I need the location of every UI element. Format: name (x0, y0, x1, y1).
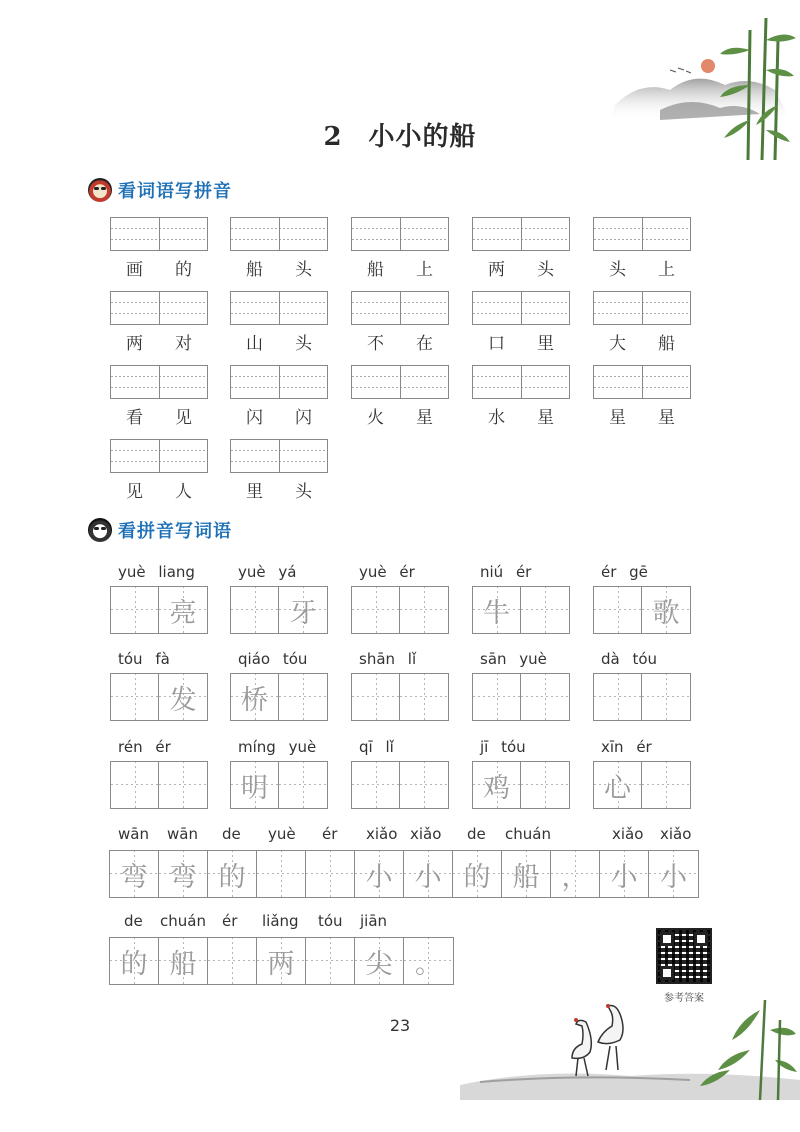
grid-cell[interactable] (231, 587, 279, 633)
pinyin-answer-box[interactable] (110, 439, 208, 473)
grid-cell[interactable] (594, 587, 642, 633)
grid-cell[interactable]: 桥 (231, 674, 279, 720)
word-char: 山 (246, 334, 263, 354)
pinyin-answer-box[interactable] (472, 291, 570, 325)
pinyin-prompt: liǎng (262, 912, 299, 930)
word-label (472, 255, 570, 280)
word-char: 对 (175, 334, 192, 354)
grid-cell[interactable] (279, 674, 327, 720)
grid-cell[interactable] (521, 674, 569, 720)
grid-cell[interactable] (352, 674, 400, 720)
word-char: 的 (175, 260, 192, 280)
grid-cell[interactable]: 小 (600, 851, 649, 897)
pinyin-prompt: chuán (160, 912, 206, 930)
pinyin-prompt: xīn ér (601, 738, 652, 756)
grid-cell[interactable]: 两 (257, 938, 306, 984)
word-char: 画 (126, 260, 143, 280)
word-label (351, 329, 449, 354)
word-char: 头 (295, 260, 312, 280)
qr-corner (694, 932, 708, 946)
grid-cell[interactable] (400, 762, 448, 808)
word-char: 里 (246, 482, 263, 502)
pinyin-answer-box[interactable] (593, 365, 691, 399)
pinyin-prompt: xiǎo (410, 825, 442, 843)
word-char: 大 (609, 334, 626, 354)
pinyin-prompt: ér (322, 825, 338, 843)
pinyin-prompt: yuè liang (118, 563, 195, 581)
grid-cell[interactable]: 歌 (642, 587, 690, 633)
word-char: 在 (416, 334, 433, 354)
word-char: 船 (367, 260, 384, 280)
character-grid[interactable] (230, 673, 328, 721)
word-char: 头 (295, 334, 312, 354)
pinyin-prompt: sān yuè (480, 650, 547, 668)
pinyin-prompt: niú ér (480, 563, 532, 581)
pinyin-answer-box[interactable] (230, 217, 328, 251)
grid-cell[interactable]: 尖 (355, 938, 404, 984)
grid-cell[interactable]: 船 (502, 851, 551, 897)
pinyin-answer-box[interactable] (110, 291, 208, 325)
word-label (110, 255, 208, 280)
grid-cell[interactable] (400, 674, 448, 720)
page-title (0, 116, 800, 153)
character-grid[interactable] (351, 761, 449, 809)
pinyin-prompt: yuè yá (238, 563, 297, 581)
pinyin-prompt: de (222, 825, 241, 843)
word-label (110, 403, 208, 428)
pinyin-answer-box[interactable] (593, 291, 691, 325)
pinyin-answer-box[interactable] (230, 291, 328, 325)
word-label (351, 255, 449, 280)
word-label (593, 403, 691, 428)
character-grid[interactable] (110, 586, 208, 634)
section-header-write-pinyin (88, 175, 232, 205)
character-grid[interactable] (472, 586, 570, 634)
pinyin-answer-box[interactable] (110, 217, 208, 251)
qr-corner (660, 932, 674, 946)
opera-mask-icon (88, 518, 112, 542)
grid-cell[interactable]: 明 (231, 762, 279, 808)
sentence-grid[interactable] (109, 937, 454, 985)
pinyin-answer-box[interactable] (351, 217, 449, 251)
pinyin-prompt: jī tóu (480, 738, 526, 756)
grid-cell[interactable] (521, 762, 569, 808)
word-label (110, 477, 208, 502)
character-grid[interactable] (472, 761, 570, 809)
grid-cell[interactable]: 的 (453, 851, 502, 897)
grid-cell[interactable]: 船 (159, 938, 208, 984)
word-label (230, 403, 328, 428)
answer-qr-code[interactable] (656, 928, 712, 984)
grid-cell[interactable] (159, 762, 207, 808)
word-char: 上 (658, 260, 675, 280)
pinyin-prompt: xiǎo (660, 825, 692, 843)
pinyin-prompt: chuán (505, 825, 551, 843)
character-grid[interactable] (230, 586, 328, 634)
pinyin-prompt: xiǎo (366, 825, 398, 843)
section-title: 看拼音写词语 (118, 521, 232, 542)
grid-cell[interactable]: 的 (208, 851, 257, 897)
grid-cell[interactable] (279, 762, 327, 808)
character-grid[interactable] (593, 586, 691, 634)
character-grid[interactable] (230, 761, 328, 809)
word-char: 星 (658, 408, 675, 428)
word-label (230, 329, 328, 354)
grid-cell[interactable] (594, 674, 642, 720)
pinyin-prompt: xiǎo (612, 825, 644, 843)
grid-cell[interactable]: ， (551, 851, 600, 897)
pinyin-answer-box[interactable] (230, 439, 328, 473)
qr-label: 参考答案 (664, 993, 704, 1004)
opera-mask-icon (88, 178, 112, 202)
character-grid[interactable] (110, 761, 208, 809)
pinyin-prompt: de (467, 825, 486, 843)
grid-cell[interactable] (642, 762, 690, 808)
grid-cell[interactable]: 牙 (279, 587, 327, 633)
character-grid[interactable] (472, 673, 570, 721)
pinyin-prompt: jiān (360, 912, 388, 930)
grid-cell[interactable] (111, 762, 159, 808)
pinyin-prompt: yuè ér (359, 563, 415, 581)
pinyin-answer-box[interactable] (351, 291, 449, 325)
word-char: 里 (537, 334, 554, 354)
grid-cell[interactable]: 小 (649, 851, 698, 897)
pinyin-prompt: ér (222, 912, 238, 930)
grid-cell[interactable]: 亮 (159, 587, 207, 633)
pinyin-answer-box[interactable] (110, 365, 208, 399)
word-label (230, 255, 328, 280)
word-label (230, 477, 328, 502)
character-grid[interactable] (593, 673, 691, 721)
word-char: 见 (175, 408, 192, 428)
grid-cell[interactable] (400, 587, 448, 633)
pinyin-prompt: yuè (268, 825, 296, 843)
character-grid[interactable] (351, 586, 449, 634)
word-char: 火 (367, 408, 384, 428)
word-char: 两 (488, 260, 505, 280)
word-char: 头 (609, 260, 626, 280)
qr-corner (660, 966, 674, 980)
cranes-decoration (460, 990, 800, 1120)
grid-cell[interactable] (521, 587, 569, 633)
pinyin-prompt: qī lǐ (359, 738, 394, 756)
grid-cell[interactable] (111, 674, 159, 720)
grid-cell[interactable]: 弯 (159, 851, 208, 897)
grid-cell[interactable]: 小 (404, 851, 453, 897)
word-char: 头 (295, 482, 312, 502)
grid-cell[interactable]: 。 (404, 938, 453, 984)
word-char: 星 (609, 408, 626, 428)
pinyin-answer-box[interactable] (351, 365, 449, 399)
character-grid[interactable] (110, 673, 208, 721)
grid-cell[interactable]: 小 (355, 851, 404, 897)
grid-cell[interactable] (352, 762, 400, 808)
grid-cell[interactable] (306, 851, 355, 897)
grid-cell[interactable] (473, 674, 521, 720)
word-char: 两 (126, 334, 143, 354)
word-char: 不 (367, 334, 384, 354)
word-char: 上 (416, 260, 433, 280)
pinyin-prompt: wān (167, 825, 198, 843)
grid-cell[interactable] (257, 851, 306, 897)
word-char: 见 (126, 482, 143, 502)
word-char: 人 (175, 482, 192, 502)
pinyin-prompt: ér gē (601, 563, 648, 581)
word-label (351, 403, 449, 428)
pinyin-prompt: de (124, 912, 143, 930)
word-char: 船 (658, 334, 675, 354)
pinyin-answer-box[interactable] (593, 217, 691, 251)
grid-cell[interactable]: 心 (594, 762, 642, 808)
word-char: 水 (488, 408, 505, 428)
word-label (593, 255, 691, 280)
word-label (472, 403, 570, 428)
word-char: 口 (488, 334, 505, 354)
word-char: 星 (416, 408, 433, 428)
page-number: 23 (389, 1016, 411, 1035)
pinyin-prompt: dà tóu (601, 650, 658, 668)
pinyin-answer-box[interactable] (472, 365, 570, 399)
word-char: 闪 (246, 408, 263, 428)
pinyin-prompt: shān lǐ (359, 650, 417, 668)
grid-cell[interactable] (208, 938, 257, 984)
word-label (110, 329, 208, 354)
pinyin-prompt: rén ér (118, 738, 171, 756)
grid-cell[interactable]: 弯 (110, 851, 159, 897)
grid-cell[interactable] (352, 587, 400, 633)
pinyin-prompt: tóu fà (118, 650, 170, 668)
section-title: 看词语写拼音 (118, 181, 232, 202)
pinyin-prompt: qiáo tóu (238, 650, 308, 668)
word-char: 船 (246, 260, 263, 280)
word-char: 头 (537, 260, 554, 280)
sentence-grid[interactable] (109, 850, 699, 898)
word-label (472, 329, 570, 354)
word-char: 看 (126, 408, 143, 428)
word-char: 闪 (295, 408, 312, 428)
lesson-number: 2 (323, 122, 343, 152)
pinyin-answer-box[interactable] (230, 365, 328, 399)
section-header-write-words (88, 515, 232, 545)
grid-cell[interactable] (111, 587, 159, 633)
pinyin-prompt: wān (118, 825, 149, 843)
character-grid[interactable] (593, 761, 691, 809)
grid-cell[interactable] (306, 938, 355, 984)
word-label (593, 329, 691, 354)
pinyin-answer-box[interactable] (472, 217, 570, 251)
grid-cell[interactable]: 鸡 (473, 762, 521, 808)
character-grid[interactable] (351, 673, 449, 721)
word-char: 星 (537, 408, 554, 428)
pinyin-prompt: tóu (318, 912, 343, 930)
pinyin-prompt: míng yuè (238, 738, 317, 756)
grid-cell[interactable]: 发 (159, 674, 207, 720)
grid-cell[interactable] (642, 674, 690, 720)
lesson-title: 小小的船 (368, 122, 477, 152)
grid-cell[interactable]: 的 (110, 938, 159, 984)
grid-cell[interactable]: 牛 (473, 587, 521, 633)
